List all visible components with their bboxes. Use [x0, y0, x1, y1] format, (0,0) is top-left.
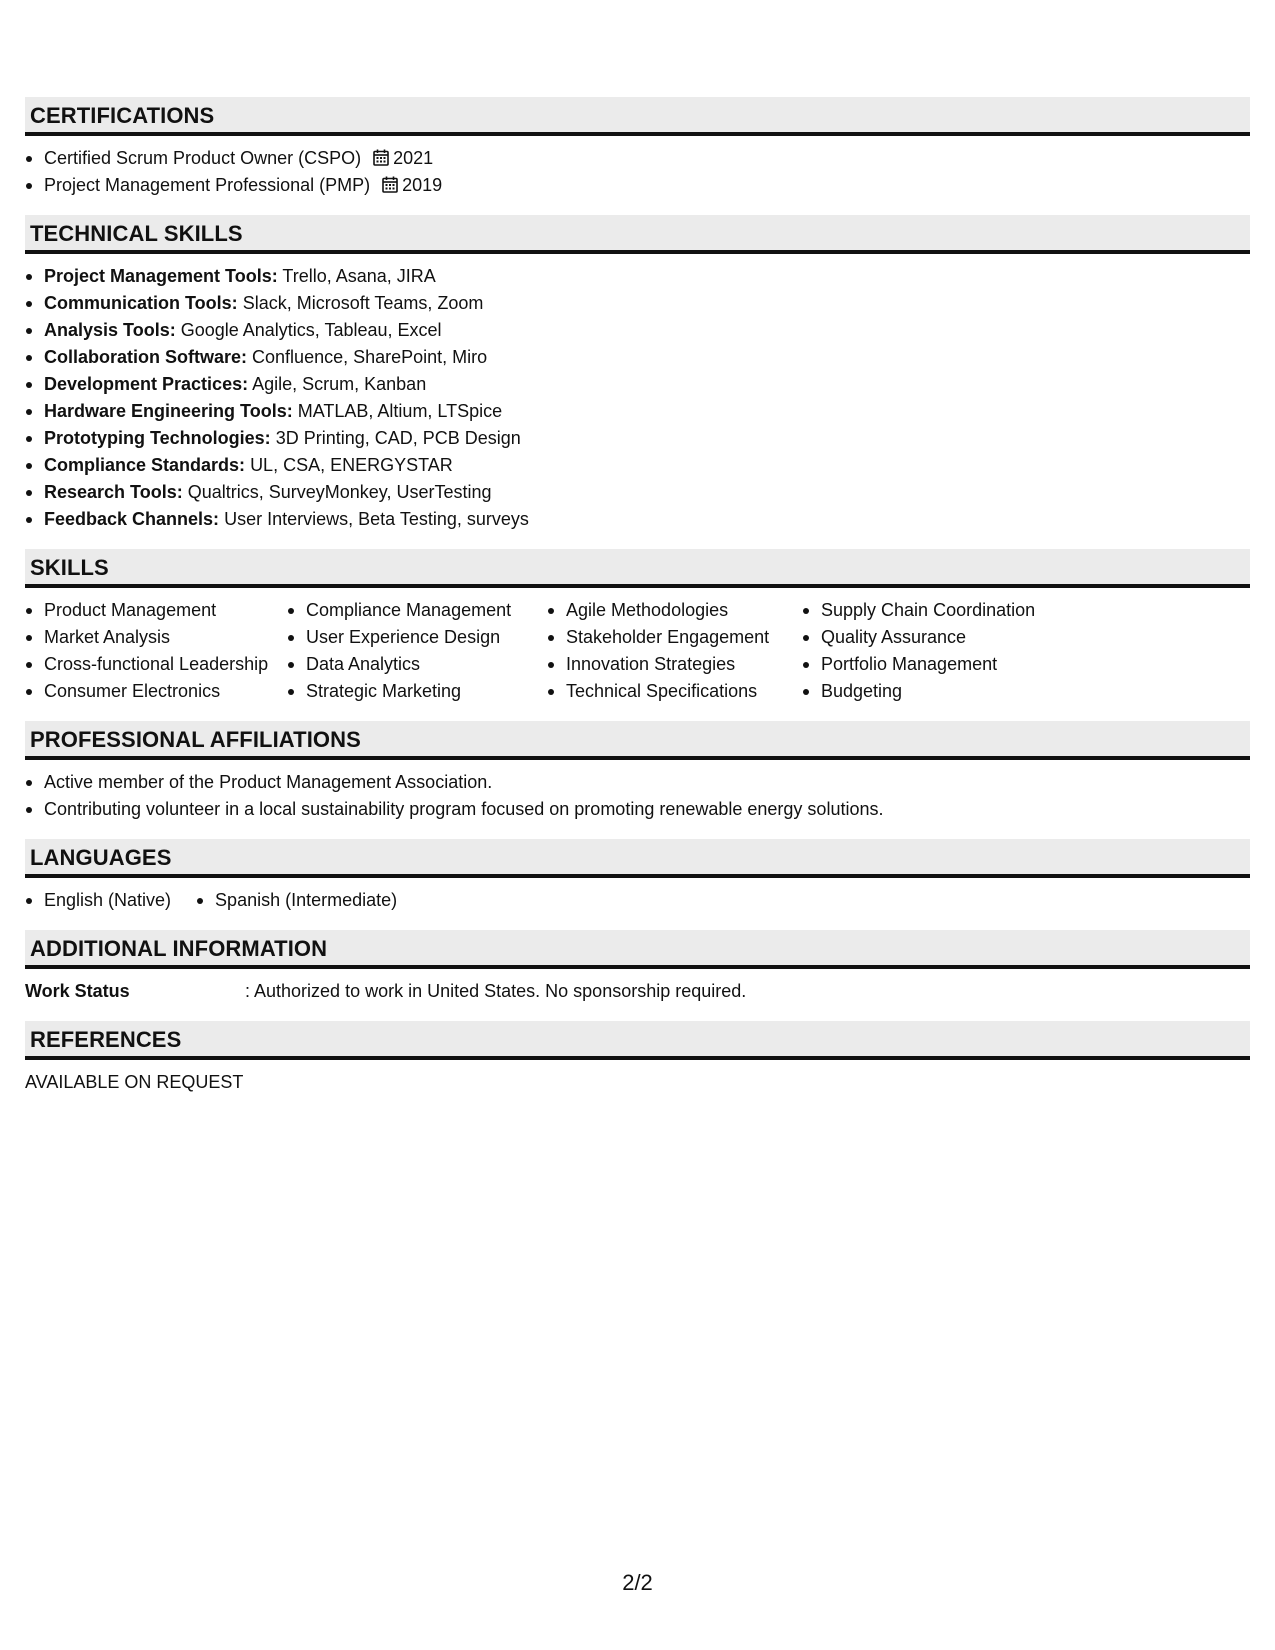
list-item: Market Analysis — [25, 624, 287, 651]
list-item: Consumer Electronics — [25, 678, 287, 705]
certification-year: 2021 — [393, 148, 434, 168]
skill-category: Compliance Standards: — [44, 455, 246, 475]
skill-category: Research Tools: — [44, 482, 183, 502]
skill-values: Confluence, SharePoint, Miro — [252, 347, 488, 367]
list-item — [25, 452, 1250, 479]
list-item: Agile Methodologies — [547, 597, 802, 624]
skill-category: Communication Tools: — [44, 293, 238, 313]
list-item — [25, 290, 1250, 317]
skills-column — [287, 597, 547, 705]
list-item — [25, 425, 1250, 452]
list-item: Contributing volunteer in a local sustainability program focused on promoting renewable energy solutions. — [25, 796, 1250, 823]
list-item — [25, 145, 1250, 172]
list-item — [25, 344, 1250, 371]
list-item: Strategic Marketing — [287, 678, 547, 705]
list-item: Supply Chain Coordination — [802, 597, 1035, 624]
references-section — [25, 1021, 1250, 1096]
work-status-row — [25, 978, 1250, 1005]
skill-category: Feedback Channels: — [44, 509, 220, 529]
section-heading: SKILLS — [25, 549, 1250, 588]
list-item: Stakeholder Engagement — [547, 624, 802, 651]
skill-category: Development Practices: — [44, 374, 249, 394]
list-item: Cross-functional Leadership — [25, 651, 287, 678]
list-item: Data Analytics — [287, 651, 547, 678]
languages-section — [25, 839, 1250, 914]
list-item: Portfolio Management — [802, 651, 1035, 678]
skill-values: UL, CSA, ENERGYSTAR — [250, 455, 453, 475]
section-heading: TECHNICAL SKILLS — [25, 215, 1250, 254]
work-status-value: : Authorized to work in United States. No sponsorship required. — [245, 981, 747, 1001]
calendar-icon — [382, 176, 398, 193]
skill-values: Qualtrics, SurveyMonkey, UserTesting — [187, 482, 492, 502]
list-item — [25, 506, 1250, 533]
list-item: Active member of the Product Management Association. — [25, 769, 1250, 796]
skill-category: Collaboration Software: — [44, 347, 248, 367]
skill-category: Project Management Tools: — [44, 266, 278, 286]
section-heading: PROFESSIONAL AFFILIATIONS — [25, 721, 1250, 760]
skill-values: Agile, Scrum, Kanban — [252, 374, 427, 394]
list-item: Spanish (Intermediate) — [196, 887, 397, 914]
list-item: User Experience Design — [287, 624, 547, 651]
list-item: Product Management — [25, 597, 287, 624]
work-status-label: Work Status — [25, 981, 130, 1001]
list-item — [25, 479, 1250, 506]
skills-column — [547, 597, 802, 705]
skills-column — [25, 597, 287, 705]
skill-values: 3D Printing, CAD, PCB Design — [275, 428, 521, 448]
skill-values: Trello, Asana, JIRA — [282, 266, 436, 286]
technical-skills-list — [25, 263, 1250, 533]
certifications-list — [25, 145, 1250, 199]
certifications-section — [25, 97, 1250, 199]
skill-values: User Interviews, Beta Testing, surveys — [224, 509, 529, 529]
list-item: Budgeting — [802, 678, 1035, 705]
skills-grid — [25, 597, 1250, 705]
list-item: Quality Assurance — [802, 624, 1035, 651]
section-heading: LANGUAGES — [25, 839, 1250, 878]
affiliations-section — [25, 721, 1250, 823]
page-number: 2/2 — [622, 1570, 653, 1595]
skill-values: MATLAB, Altium, LTSpice — [297, 401, 503, 421]
certification-year: 2019 — [402, 175, 443, 195]
list-item: Compliance Management — [287, 597, 547, 624]
skills-section — [25, 549, 1250, 705]
languages-list — [25, 887, 1250, 914]
certification-name: Project Management Professional (PMP) — [44, 175, 371, 195]
calendar-icon — [373, 149, 389, 166]
list-item — [25, 263, 1250, 290]
references-text: AVAILABLE ON REQUEST — [25, 1072, 244, 1092]
list-item — [25, 371, 1250, 398]
skill-values: Google Analytics, Tableau, Excel — [180, 320, 442, 340]
list-item: Innovation Strategies — [547, 651, 802, 678]
certification-name: Certified Scrum Product Owner (CSPO) — [44, 148, 362, 168]
skills-column — [802, 597, 1035, 705]
list-item: Technical Specifications — [547, 678, 802, 705]
additional-info-section — [25, 930, 1250, 1005]
section-heading: CERTIFICATIONS — [25, 97, 1250, 136]
skill-category: Analysis Tools: — [44, 320, 176, 340]
list-item — [25, 317, 1250, 344]
technical-skills-section — [25, 215, 1250, 533]
list-item — [25, 172, 1250, 199]
skill-values: Slack, Microsoft Teams, Zoom — [242, 293, 484, 313]
section-heading: REFERENCES — [25, 1021, 1250, 1060]
affiliations-list — [25, 769, 1250, 823]
list-item: English (Native) — [25, 887, 171, 914]
skill-category: Prototyping Technologies: — [44, 428, 271, 448]
skill-category: Hardware Engineering Tools: — [44, 401, 293, 421]
list-item — [25, 398, 1250, 425]
resume-page — [25, 97, 1250, 1112]
section-heading: ADDITIONAL INFORMATION — [25, 930, 1250, 969]
